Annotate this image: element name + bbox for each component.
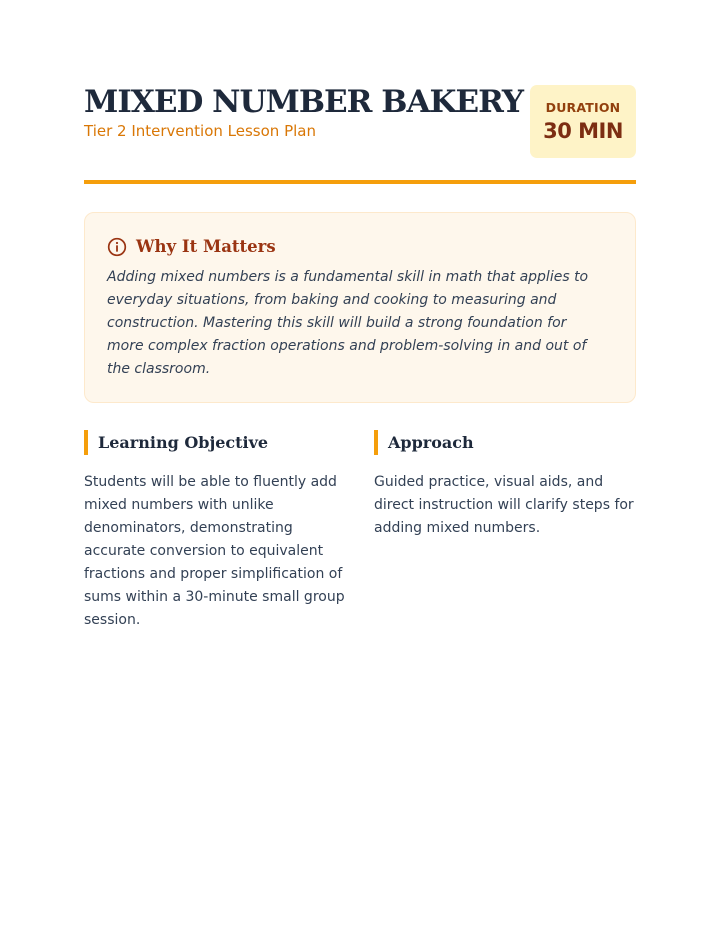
page-subtitle: Tier 2 Intervention Lesson Plan: [84, 122, 316, 140]
duration-label: DURATION: [545, 100, 621, 115]
learning-objective-section: [84, 430, 346, 632]
lesson-plan-page: [84, 0, 636, 628]
learning-objective-heading: Learning Objective: [84, 430, 346, 455]
info-icon: [107, 237, 127, 257]
approach-text: Guided practice, visual aids, and direct instruction will clarify steps for adding mixed numbers.: [374, 474, 634, 536]
header-divider: [84, 180, 636, 184]
why-it-matters-callout: [84, 212, 636, 403]
learning-objective-text: Students will be able to fluently add mixed numbers with unlike denominators, demonstrating accurate conversion to equivalent fractions and proper simplification of sums within a 30-minute small group session.: [84, 474, 345, 628]
duration-value: 30 MIN: [543, 119, 623, 143]
duration-badge: [530, 85, 636, 158]
approach-section: [374, 430, 636, 540]
why-it-matters-heading: [107, 235, 276, 259]
header: [84, 0, 636, 184]
page-title: MIXED NUMBER BAKERY: [84, 84, 524, 120]
why-it-matters-title: Why It Matters: [136, 237, 276, 256]
why-it-matters-text: Adding mixed numbers is a fundamental skill in math that applies to everyday situations, from baking and cooking to measuring and construction. Mastering this skill will build a strong foundation for more complex fraction operations and problem-solving in and out of the classroom.: [107, 269, 589, 377]
approach-heading: Approach: [374, 430, 636, 455]
